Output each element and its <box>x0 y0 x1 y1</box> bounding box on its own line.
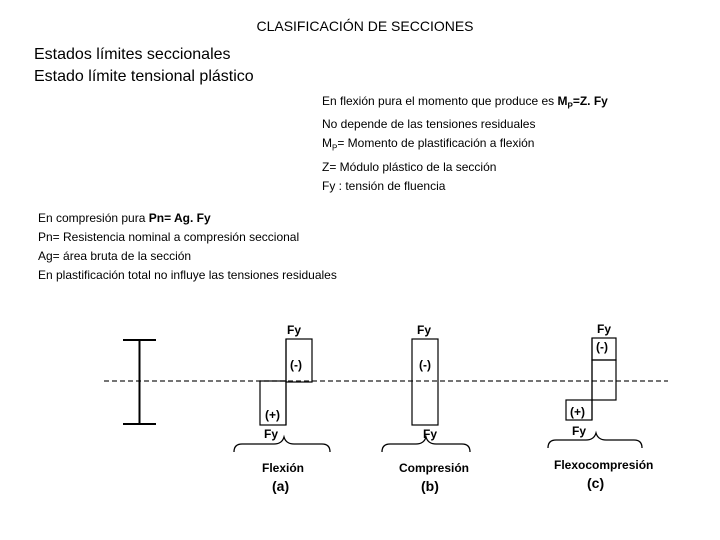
heading-estado-tensional: Estado límite tensional plástico <box>34 68 254 85</box>
diagram-a-flexion <box>234 323 330 494</box>
flexion-line-4: Z= Módulo plástico de la sección <box>322 159 497 174</box>
diagram-c-fy-bottom: Fy <box>572 424 587 438</box>
diagram-b-fy-top: Fy <box>417 323 432 337</box>
diagram-c-minus-label: (-) <box>596 340 608 354</box>
diagram-a-letter: (a) <box>272 478 290 494</box>
compresion-line-1: En compresión pura Pn= Ag. Fy <box>38 211 211 225</box>
heading-estados-limites: Estados límites seccionales <box>34 46 231 63</box>
diagram-c-fy-top: Fy <box>597 322 612 336</box>
diagram-c-flexocompresion <box>548 322 653 491</box>
diagram-a-minus-label: (-) <box>290 358 302 372</box>
diagram-b-fy-bottom: Fy <box>423 427 438 441</box>
compresion-line-3: Ag= área bruta de la sección <box>38 249 192 263</box>
diagram-a-fy-top: Fy <box>287 323 302 337</box>
compresion-line-4: En plastificación total no influye las tensiones residuales <box>38 268 337 282</box>
diagram-a-fy-bottom: Fy <box>264 427 279 441</box>
diagram-c-letter: (c) <box>587 475 605 491</box>
flexion-line-3: $M_P=$ Momento de plastificación a flexión <box>322 136 535 153</box>
diagram-a-caption: Flexión <box>262 461 305 475</box>
diagram-c-caption: Flexocompresión <box>554 458 654 472</box>
diagram-a-brace <box>234 437 330 452</box>
flexion-line-5: Fy : tensión de fluencia <box>322 178 446 193</box>
diagram-c-plus-label: (+) <box>570 405 585 419</box>
diagram-c-brace <box>548 433 642 448</box>
diagram-b-letter: (b) <box>421 478 439 494</box>
diagram-b-stress-block <box>412 339 438 425</box>
diagram-a-plus-label: (+) <box>265 408 280 422</box>
flexion-intro: En flexión pura el momento que produce es <box>322 94 558 108</box>
pn-formula: Pn= Ag. Fy <box>148 211 211 225</box>
diagram-b-minus-label: (-) <box>419 358 431 372</box>
i-beam-section-icon <box>123 340 156 424</box>
page-title: CLASIFICACIÓN DE SECCIONES <box>256 18 474 34</box>
flexion-line-2: No depende de las tensiones residuales <box>322 117 536 132</box>
mp-symbol: $M_P=Z$. Fy <box>557 94 608 111</box>
diagram-b-compresion <box>382 323 470 494</box>
compresion-line-2: Pn= Resistencia nominal a compresión seccional <box>38 230 300 244</box>
diagram-b-caption: Compresión <box>399 461 470 475</box>
